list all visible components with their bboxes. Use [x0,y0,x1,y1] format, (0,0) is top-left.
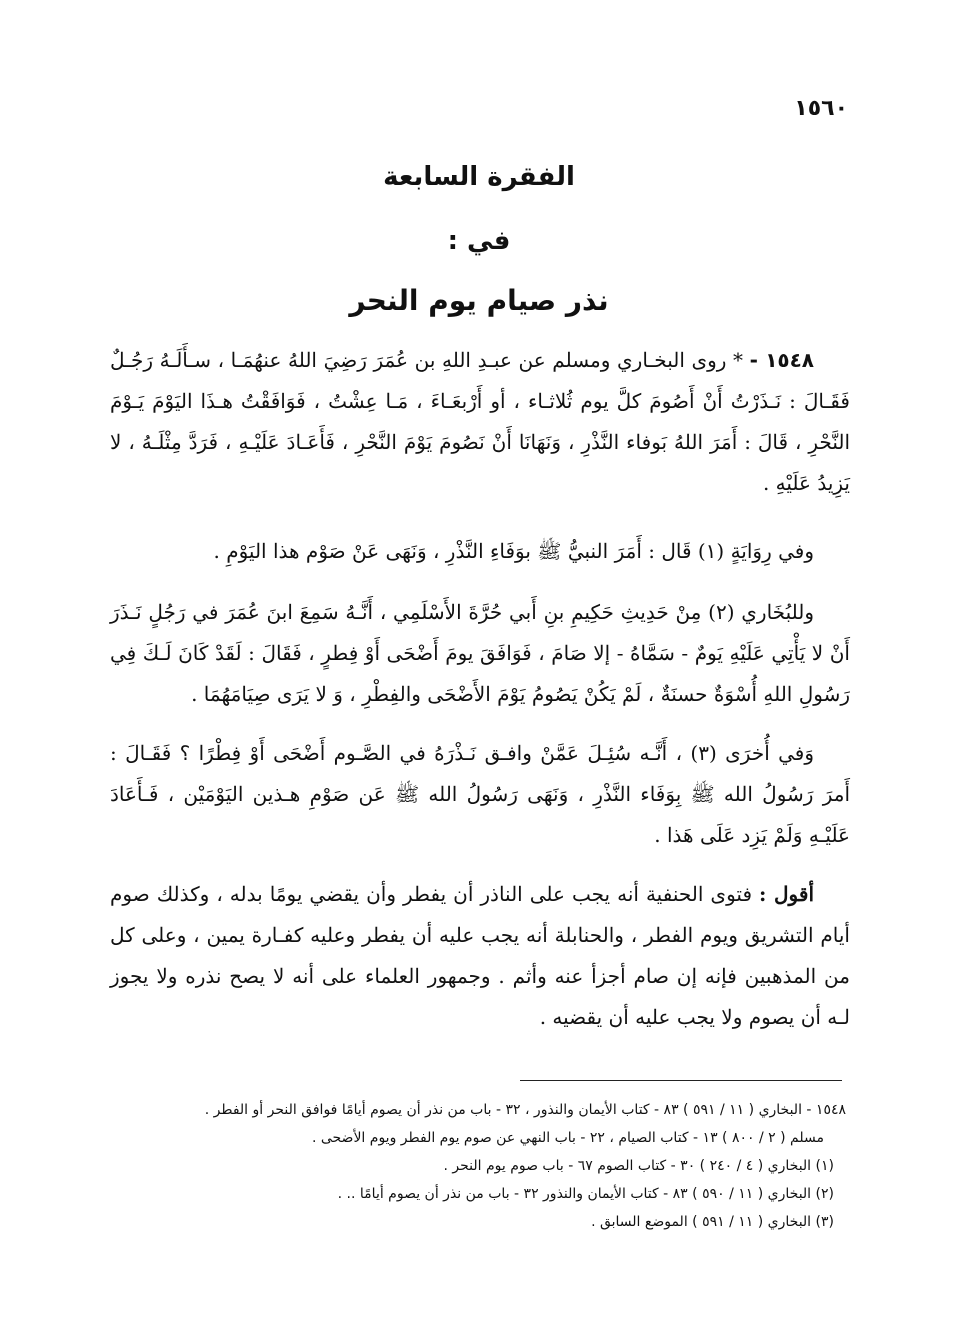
narration-text: وَفي أُخرَى (٣) ، أَنَّـه سُئِـلَ عَمَّنْ وافـق نَـذْرَهُ في الصَّـوم أَضْحَى أَوْ فِطْرًا ؟ فَقَـالَ : أَمرَ رَسُولُ الله ﷺ بِوَفَاء النَّذْرِ ، وَنَهَى رَسُولُ الله ﷺ عَن صَوْمِ هـذين اليَوْمَيْن ، فَـأَعَادَ عَلَيْـهِ وَلَمْ يَزِد عَلَى هَذا . [110,741,850,847]
hadith-number: ١٥٤٨ - [749,348,815,372]
footnote-3: (٣) البخاري ( ١١ / ٥٩١ ) الموضع السابق . [591,1214,834,1230]
narration-3 [110,733,850,856]
hadith-text: * روى البخـاري ومسلم عن عبـدِ اللهِ بن عُمَرَ رَضِيَ اللهُ عنهُمَـا ، سـأَلَـهُ رَجُـلٌ فَقَـالَ : نَـذَرْتُ أَنْ أَصُومَ كلَّ يوم ثُلاثـاء ، أو أَرْبعَـاءَ ، مَـا عِشْتُ ، فَوَافَقْتُ هـذَا اليَوْمَ يَـوْمَ النَّحْرِ ، قَالَ : أَمَرَ اللهُ بَوفاء النَّذْرِ ، وَنَهَانَا أَنْ نَصُومَ يَوْمَ النَّحْرِ ، فَأَعَـادَ عَلَيْـهِ ، فَرَدَّ مِثْلَـهُ ، لا يَزِيدُ عَلَيْهِ . [110,348,850,495]
footnote-source: مسلم ( ٢ / ٨٠٠ ) ١٣ - كتاب الصيام ، ٢٢ - باب النهي عن صوم يوم الفطر ويوم الأضحى . [311,1130,824,1146]
narration-2 [110,592,850,715]
hadith-1548 [110,340,850,504]
commentary-lead: أقول : [759,882,815,906]
section-heading-in: في : [447,226,511,256]
footnote-source: ١٥٤٨ - البخاري ( ١١ / ٥٩١ ) ٨٣ - كتاب الأيمان والنذور ، ٣٢ - باب من نذر أن يصوم أيامًا فوافق النحر أو الفطر . [204,1102,846,1118]
footnotes [106,1096,846,1236]
narration-1 [110,531,850,572]
footnote-1: (١) البخاري ( ٤ / ٢٤٠ ) ٣٠ - كتاب الصوم ٦٧ - باب صوم يوم النحر . [443,1158,834,1174]
narration-text: وللبُخَاري (٢) مِنْ حَدِيثِ حَكِيمِ بنِ أَبي حُرَّةَ الأَسْلَمِي ، أَنَّـهُ سَمِعَ ابنَ عُمَرَ في رَجُلٍ نَـذَرَ أَنْ لا يَأْتِي عَلَيْهِ يَومٌ - سَمَّاهُ - إلا صَامَ ، فَوَافَقَ يومَ أَضْحَى أَوْ فِطرٍ ، فَقَالَ : لَقَدْ كَانَ لَـكَ فِي رَسُولِ اللهِ أُسْوَةٌ حسنَةٌ ، لَمْ يَكُنْ يَصُومُ يَوْمَ الأَضْحَى والفِطْرِ ، وَ لا يَرَى صِيَامَهُمَا . [110,600,850,706]
section-heading: الفقرة السابعة [383,162,575,192]
narration-text: وفي رِوَايَةٍ (١) قَال : أَمَرَ النبيُّ ﷺ بوَفَاءِ النَّذْرِ ، وَنَهَى عَنْ صَوْم هذا اليَوْمِ . [213,539,814,563]
commentary-text: فتوى الحنفية أنه يجب على الناذر أن يفطر وأن يقضي يومًا بدله ، وكذلك صوم أيام التشريق ويوم الفطر ، والحنابلة أنه يجب عليه أن يفطر وعليه كفـارة يمين ، وعلى كل من المذهبين فإنه إن صام أجزأ عنه وأثم . وجمهور العلماء على أنه لا يصح نذره ولا يجوز لـه أن يصوم ولا يجب عليه أن يقضيه . [110,882,850,1029]
footnote-divider [520,1080,842,1081]
section-title: نذر صيام يوم النحر [349,284,609,317]
footnote-2: (٢) البخاري ( ١١ / ٥٩٠ ) ٨٣ - كتاب الأيمان والنذور ٣٢ - باب من نذر أن يصوم أيامًا .. . [337,1186,834,1202]
page-number: ١٥٦٠ [794,96,848,121]
commentary [110,874,850,1038]
